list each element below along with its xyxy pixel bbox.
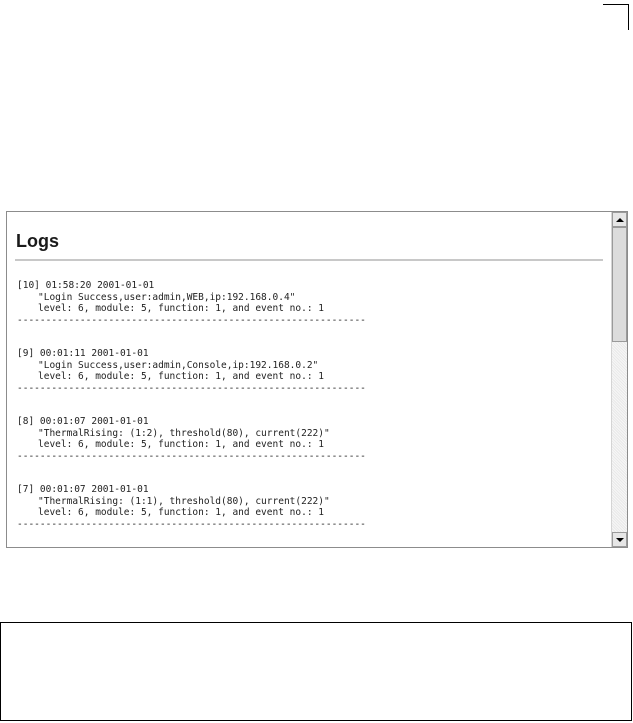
- log-entry-header: [9] 00:01:11 2001-01-01: [17, 348, 149, 359]
- log-entry-separator: -------------------------------------------------------------: [17, 382, 366, 394]
- log-entry-list: [17, 280, 607, 547]
- log-entry-header: [8] 00:01:07 2001-01-01: [17, 416, 149, 427]
- vertical-scrollbar[interactable]: [611, 212, 627, 547]
- page-corner-mark: [603, 4, 629, 30]
- log-entry-message: "Login Success,user:admin,Console,ip:192.168.0.2": [38, 359, 319, 371]
- scroll-down-button[interactable]: [612, 532, 627, 547]
- log-entry-separator: -------------------------------------------------------------: [17, 518, 366, 530]
- log-entry-message: "ThermalRising: (1:1), threshold(80), current(222)": [38, 495, 330, 507]
- log-entry-header: [7] 00:01:07 2001-01-01: [17, 484, 149, 495]
- log-entry-detail: level: 6, module: 5, function: 1, and event no.: 1: [38, 507, 324, 518]
- log-entry-message: "Login Success,user:admin,WEB,ip:192.168.0.4": [38, 291, 296, 303]
- arrow-up-icon: [616, 218, 624, 222]
- log-entry: [17, 416, 607, 484]
- log-entry: [17, 348, 607, 416]
- log-entry-separator: -------------------------------------------------------------: [17, 314, 366, 326]
- log-entry: [17, 280, 607, 348]
- log-entry-detail: level: 6, module: 5, function: 1, and event no.: 1: [38, 371, 324, 382]
- log-window: [6, 211, 628, 548]
- empty-panel: [0, 622, 632, 721]
- log-entry-header: [10] 01:58:20 2001-01-01: [17, 280, 155, 291]
- log-entry-detail: level: 6, module: 5, function: 1, and event no.: 1: [38, 303, 324, 314]
- log-entry-detail: level: 6, module: 5, function: 1, and event no.: 1: [38, 439, 324, 450]
- log-entry: [17, 484, 607, 547]
- title-divider: [15, 259, 603, 261]
- log-entry-message: "ThermalRising: (1:2), threshold(80), current(222)": [38, 427, 330, 439]
- log-content: [7, 212, 610, 547]
- scroll-up-button[interactable]: [612, 212, 627, 227]
- scroll-thumb[interactable]: [612, 227, 627, 342]
- log-entry-separator: -------------------------------------------------------------: [17, 450, 366, 462]
- page-title: Logs: [16, 231, 59, 251]
- arrow-down-icon: [616, 538, 624, 542]
